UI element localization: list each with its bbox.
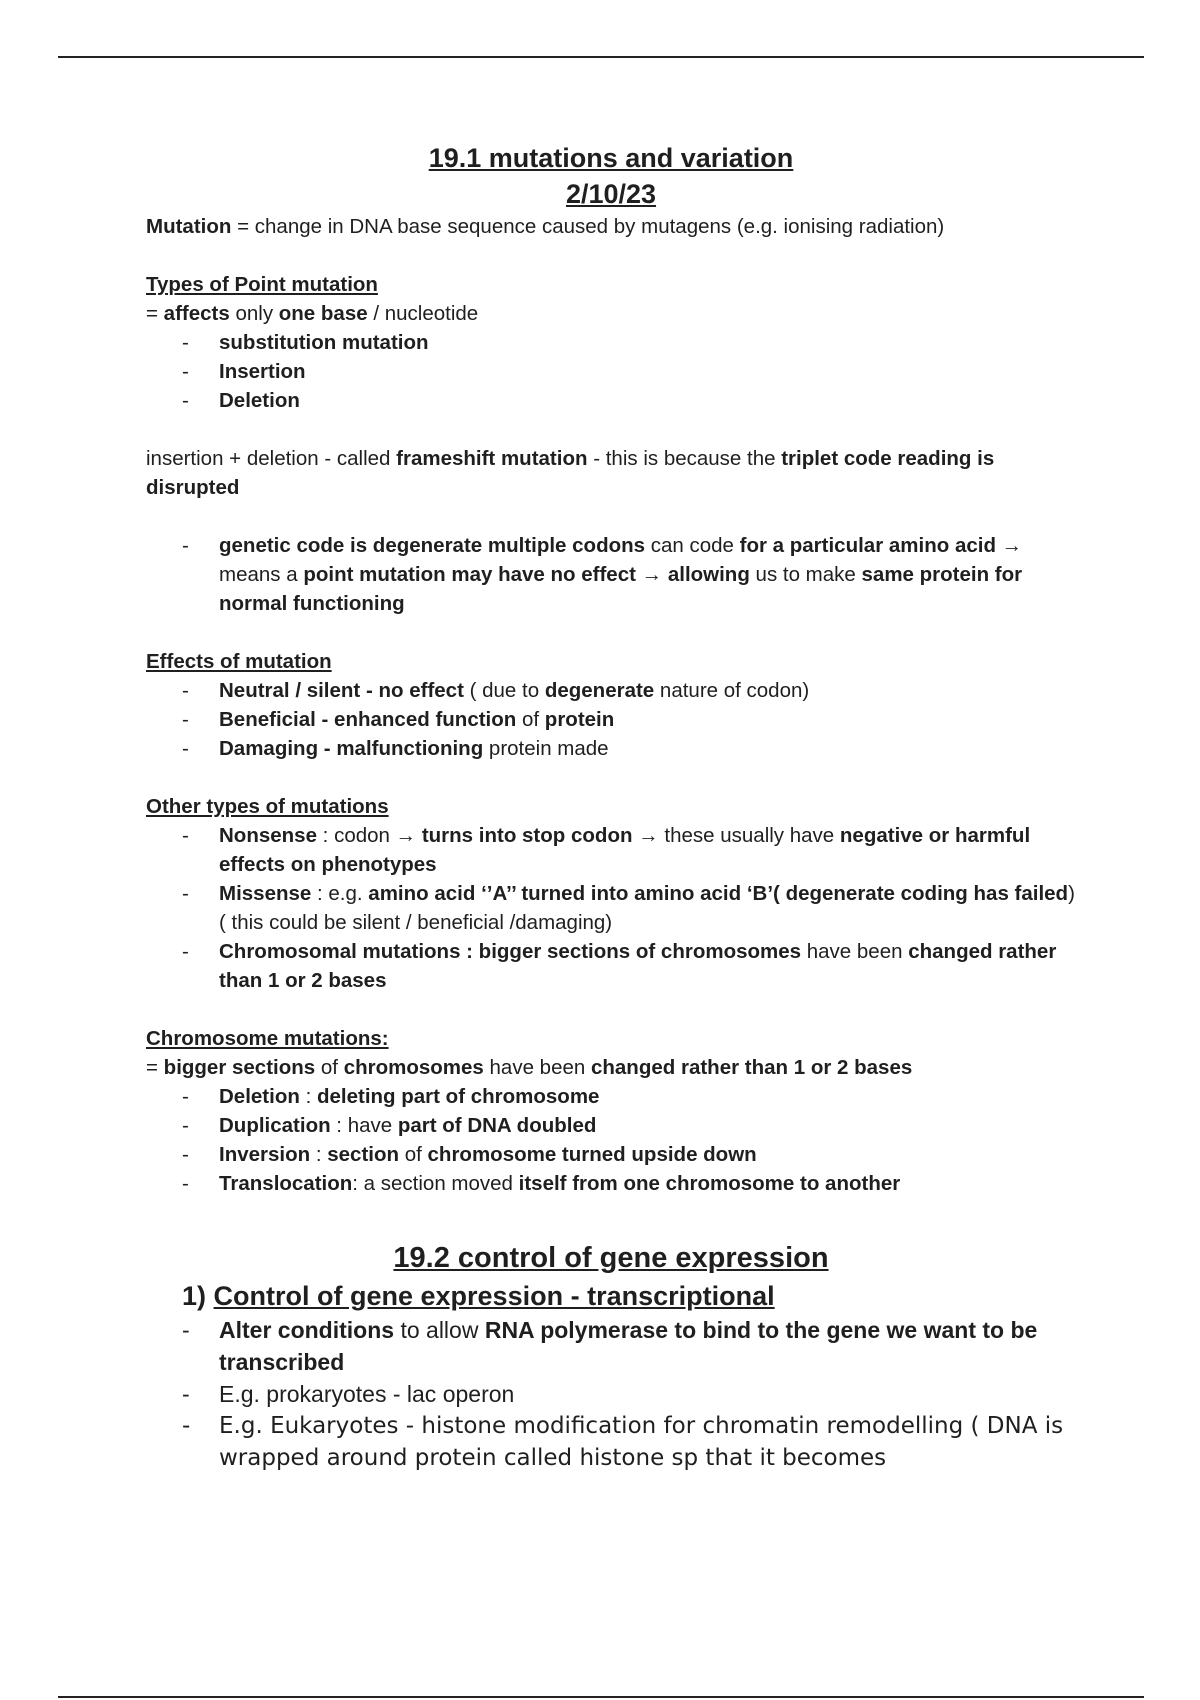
list-item: - E.g. prokaryotes - lac operon [182, 1381, 515, 1407]
list-item: - Translocation: a section moved itself from one chromosome to another [182, 1172, 901, 1195]
list-item: - E.g. Eukaryotes - histone modification for chromatin remodelling ( DNA is wrapped around protein called histone sp that it becomes [182, 1413, 1064, 1471]
list-item: - Inversion : section of chromosome turned upside down [182, 1143, 757, 1166]
top-rule [58, 56, 1144, 58]
list-item: - Beneficial - enhanced function of protein [182, 708, 615, 731]
list-item: - Missense : e.g. amino acid ‘’A’’ turned into amino acid ‘B’( degenerate coding has failed) ( this could be silent / beneficial /damaging) [182, 882, 1075, 934]
page-title: 19.1 mutations and variation [428, 143, 794, 173]
effects-list [146, 676, 1076, 763]
chromosome-mutations-line: = bigger sections of chromosomes have been changed rather than 1 or 2 bases [146, 1056, 913, 1079]
chromosome-mutations-heading: Chromosome mutations: [146, 1027, 389, 1050]
point-mutation-heading: Types of Point mutation [146, 273, 378, 296]
section2-title: 19.2 control of gene expression [393, 1242, 829, 1274]
list-item: - Damaging - malfunctioning protein made [182, 737, 609, 760]
date: 2/10/23 [565, 179, 657, 209]
list-item: - substitution mutation [182, 331, 429, 354]
document-page [146, 140, 1076, 1474]
list-item: - Neutral / silent - no effect ( due to degenerate nature of codon) [182, 679, 810, 702]
section2-subheading: 1) Control of gene expression - transcriptional [182, 1281, 775, 1311]
list-item: - Nonsense : codon → turns into stop codon → these usually have negative or harmful effects on phenotypes [182, 824, 1031, 876]
list-item: - genetic code is degenerate multiple codons can code for a particular amino acid → means a point mutation may have no effect → allowing us to make same protein for normal functioning [182, 534, 1023, 615]
degenerate-list [146, 531, 1076, 618]
bottom-rule [58, 1696, 1144, 1698]
list-item: - Insertion [182, 360, 306, 383]
list-item: - Deletion [182, 389, 300, 412]
point-mutation-list [146, 328, 1076, 415]
mutation-text: = change in DNA base sequence caused by mutagens (e.g. ionising radiation) [231, 215, 945, 238]
list-item: - Deletion : deleting part of chromosome [182, 1085, 600, 1108]
list-item: - Duplication : have part of DNA doubled [182, 1114, 597, 1137]
other-types-list [146, 821, 1076, 995]
other-types-heading: Other types of mutations [146, 795, 389, 818]
list-item: - Alter conditions to allow RNA polymerase to bind to the gene we want to be transcribed [182, 1317, 1038, 1375]
mutation-term: Mutation [146, 215, 232, 238]
point-mutation-line: = affects only one base / nucleotide [146, 302, 479, 325]
frameshift-paragraph: insertion + deletion - called frameshift mutation - this is because the triplet code reading is disrupted [146, 447, 995, 499]
list-item: - Chromosomal mutations : bigger sections of chromosomes have been changed rather than 1 or 2 bases [182, 940, 1057, 992]
mutation-definition [146, 212, 1076, 241]
effects-heading: Effects of mutation [146, 650, 332, 673]
section2-list [146, 1314, 1076, 1474]
chromosome-mutations-list [146, 1082, 1076, 1198]
